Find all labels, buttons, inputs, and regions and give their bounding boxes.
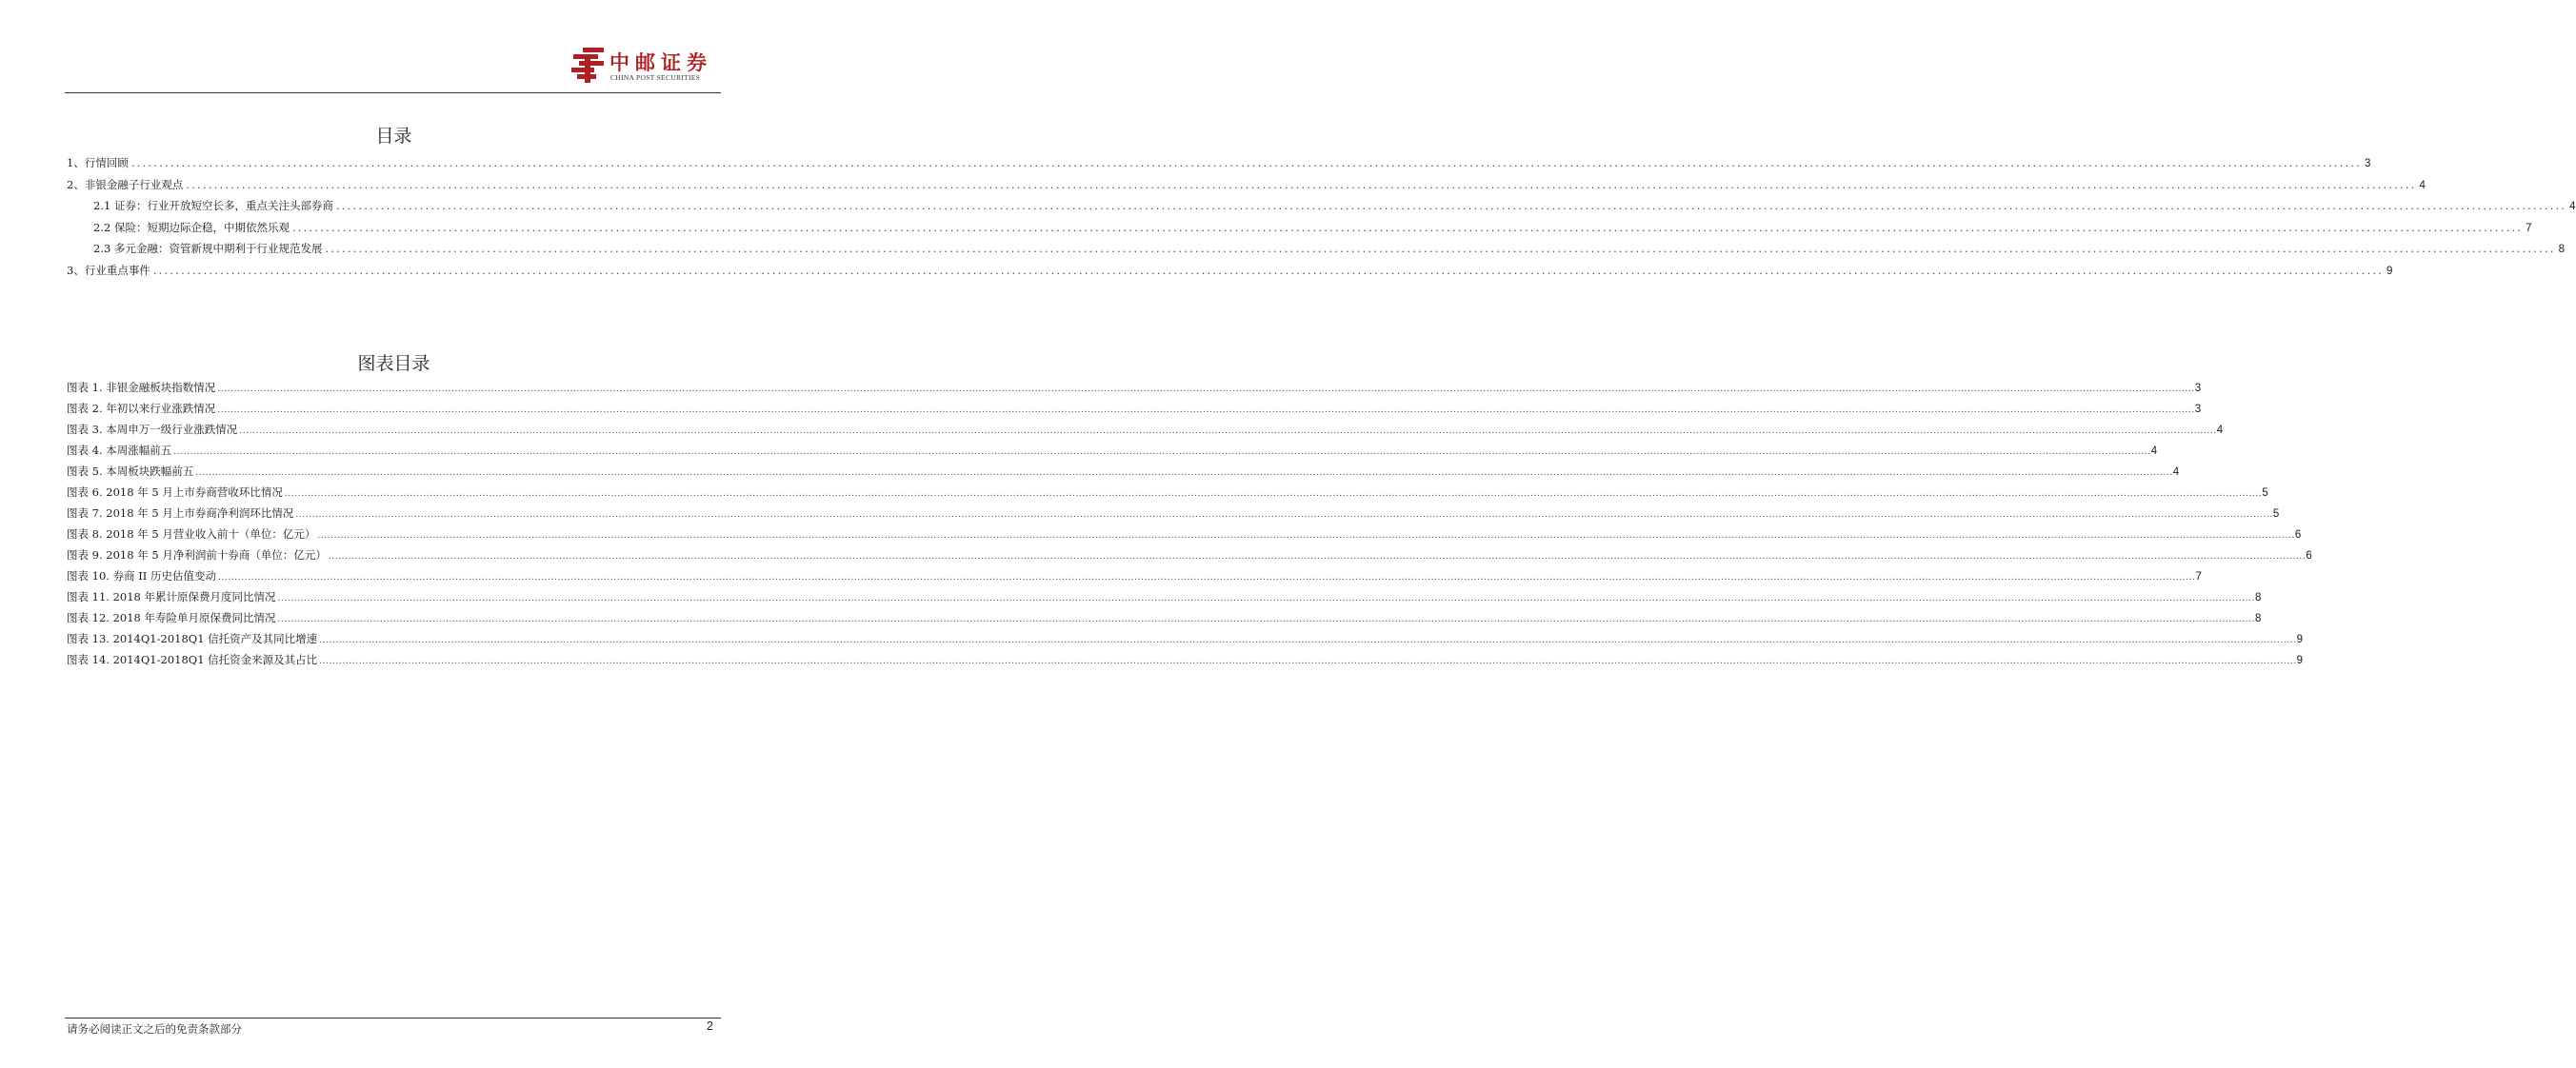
figure-entry-page: 4: [2216, 425, 2224, 436]
toc-entry-text: 1、行情回顾: [67, 156, 129, 169]
toc-entry-text: 2.3 多元金融：资管新规中期利于行业规范发展: [93, 242, 323, 256]
figure-entry-text: 图表 2. 年初以来行业涨跌情况: [67, 402, 216, 415]
figure-entry-page: 4: [2150, 445, 2158, 457]
figure-entry-text: 图表 1. 非银金融板块指数情况: [67, 381, 216, 394]
header-divider: [65, 92, 721, 93]
toc-entry[interactable]: [67, 177, 2426, 199]
figure-leader-dots: ........................................................................................................................................................................................................................................................................................................................................................................................................................................................................................................................................................................................................................: [217, 405, 2195, 415]
figure-entry-page: 9: [2296, 655, 2304, 666]
figure-leader-dots: ........................................................................................................................................................................................................................................................................................................................................................................................................................................................................................................................................................................................................................: [284, 489, 2263, 499]
china-post-logo-icon: [569, 46, 608, 84]
figure-entry[interactable]: [67, 547, 2312, 568]
figures-list: [67, 380, 2312, 673]
figure-entry[interactable]: [67, 526, 2302, 547]
figure-entry-text: 图表 13. 2014Q1-2018Q1 信托资产及其同比增速: [67, 632, 318, 645]
figure-entry-page: 8: [2255, 613, 2262, 624]
page-header: [0, 0, 788, 95]
toc-leader-dots: ................................................................................................................................................................................................................................................................................................................................................................................................................: [130, 156, 2363, 169]
figure-leader-dots: ........................................................................................................................................................................................................................................................................................................................................................................................................................................................................................................................................................................................................................: [277, 615, 2256, 624]
figure-entry-text: 图表 9. 2018 年 5 月净利润前十券商（单位：亿元）: [67, 548, 327, 562]
figure-entry[interactable]: [67, 422, 2224, 443]
logo-chinese-text: 中邮证券: [609, 50, 712, 74]
toc-entry-text: 2.2 保险：短期边际企稳，中期依然乐观: [93, 220, 290, 234]
toc-entry-page: 4: [2569, 201, 2576, 213]
toc-leader-dots: ................................................................................................................................................................................................................................................................................................................................................................................................................: [335, 199, 2567, 213]
toc-leader-dots: ................................................................................................................................................................................................................................................................................................................................................................................................................: [152, 263, 2385, 277]
footer-disclaimer: 请务必阅读正文之后的免责条款部分: [67, 1022, 242, 1036]
page-number: 2: [707, 1019, 713, 1033]
figure-entry-page: 3: [2194, 404, 2202, 415]
figure-entry-page: 3: [2194, 383, 2202, 394]
figure-entry[interactable]: [67, 589, 2262, 610]
figure-entry-page: 6: [2306, 550, 2312, 562]
figure-entry-text: 图表 10. 券商 II 历史估值变动: [67, 569, 216, 583]
toc-entry[interactable]: [67, 198, 2576, 220]
toc-leader-dots: ................................................................................................................................................................................................................................................................................................................................................................................................................: [325, 242, 2556, 256]
figure-entry[interactable]: [67, 380, 2202, 401]
toc-entry[interactable]: [67, 241, 2566, 263]
toc-entry[interactable]: [67, 155, 2371, 177]
figure-entry-text: 图表 7. 2018 年 5 月上市券商净利润环比情况: [67, 506, 294, 520]
toc-leader-dots: ................................................................................................................................................................................................................................................................................................................................................................................................................: [291, 220, 2524, 234]
figure-entry[interactable]: [67, 505, 2280, 526]
figure-entry-page: 4: [2172, 466, 2180, 478]
figure-entry[interactable]: [67, 652, 2304, 673]
figure-entry-text: 图表 12. 2018 年寿险单月原保费同比情况: [67, 611, 276, 624]
toc-title: 目录: [375, 126, 412, 147]
toc-entry-page: 4: [2419, 179, 2426, 191]
toc-entry[interactable]: [67, 220, 2532, 242]
figure-leader-dots: ........................................................................................................................................................................................................................................................................................................................................................................................................................................................................................................................................................................................................................: [295, 510, 2273, 520]
figure-entry-page: 9: [2296, 634, 2304, 645]
toc-entry-text: 3、行业重点事件: [67, 263, 150, 277]
toc-list: [67, 155, 2576, 285]
toc-entry-text: 2、非银金融子行业观点: [67, 177, 184, 191]
figure-leader-dots: ........................................................................................................................................................................................................................................................................................................................................................................................................................................................................................................................................................................................................................: [195, 468, 2173, 478]
figure-leader-dots: ........................................................................................................................................................................................................................................................................................................................................................................................................................................................................................................................................................................................................................: [218, 573, 2196, 583]
figure-entry[interactable]: [67, 464, 2180, 485]
figure-entry[interactable]: [67, 401, 2202, 422]
figure-entry-text: 图表 4. 本周涨幅前五: [67, 444, 172, 457]
figure-entry[interactable]: [67, 631, 2304, 652]
figure-entry-text: 图表 3. 本周申万一级行业涨跌情况: [67, 423, 238, 436]
figure-leader-dots: ........................................................................................................................................................................................................................................................................................................................................................................................................................................................................................................................................................................................................................: [239, 426, 2217, 436]
figure-leader-dots: ........................................................................................................................................................................................................................................................................................................................................................................................................................................................................................................................................................................................................................: [217, 385, 2195, 394]
figure-entry[interactable]: [67, 568, 2202, 589]
figure-leader-dots: ........................................................................................................................................................................................................................................................................................................................................................................................................................................................................................................................................................................................................................: [319, 657, 2297, 666]
toc-leader-dots: ................................................................................................................................................................................................................................................................................................................................................................................................................: [186, 177, 2417, 191]
figure-leader-dots: ........................................................................................................................................................................................................................................................................................................................................................................................................................................................................................................................................................................................................................: [173, 447, 2151, 457]
toc-entry-page: 7: [2526, 222, 2532, 234]
logo-english-text: CHINA POST SECURITIES: [610, 73, 701, 82]
company-logo: [569, 46, 722, 86]
figure-entry-page: 6: [2294, 529, 2302, 541]
figure-entry-page: 7: [2195, 571, 2202, 583]
figure-leader-dots: ........................................................................................................................................................................................................................................................................................................................................................................................................................................................................................................................................................................................................................: [328, 552, 2306, 562]
figure-entry-page: 5: [2262, 487, 2268, 499]
figure-leader-dots: ........................................................................................................................................................................................................................................................................................................................................................................................................................................................................................................................................................................................................................: [319, 636, 2297, 645]
figure-leader-dots: ........................................................................................................................................................................................................................................................................................................................................................................................................................................................................................................................................................................................................................: [317, 531, 2295, 541]
toc-entry-page: 3: [2365, 158, 2371, 169]
figure-entry-text: 图表 8. 2018 年 5 月营业收入前十（单位：亿元）: [67, 527, 316, 541]
figure-entry-text: 图表 5. 本周板块跌幅前五: [67, 465, 194, 478]
figure-entry[interactable]: [67, 485, 2268, 505]
toc-entry[interactable]: [67, 263, 2393, 285]
figure-entry-text: 图表 14. 2014Q1-2018Q1 信托资金来源及其占比: [67, 653, 318, 666]
figure-entry[interactable]: [67, 443, 2158, 464]
figure-leader-dots: ........................................................................................................................................................................................................................................................................................................................................................................................................................................................................................................................................................................................................................: [277, 594, 2256, 603]
toc-entry-page: 9: [2386, 265, 2393, 277]
figure-entry-text: 图表 6. 2018 年 5 月上市券商营收环比情况: [67, 485, 283, 499]
toc-entry-text: 2.1 证券：行业开放短空长多，重点关注头部券商: [93, 199, 333, 213]
figure-entry-page: 5: [2272, 508, 2280, 520]
figure-entry[interactable]: [67, 610, 2262, 631]
footer-divider: [65, 1018, 721, 1019]
figure-entry-page: 8: [2255, 592, 2262, 603]
figure-entry-text: 图表 11. 2018 年累计原保费月度同比情况: [67, 590, 276, 603]
figures-title: 图表目录: [357, 353, 430, 374]
toc-entry-page: 8: [2558, 244, 2566, 256]
